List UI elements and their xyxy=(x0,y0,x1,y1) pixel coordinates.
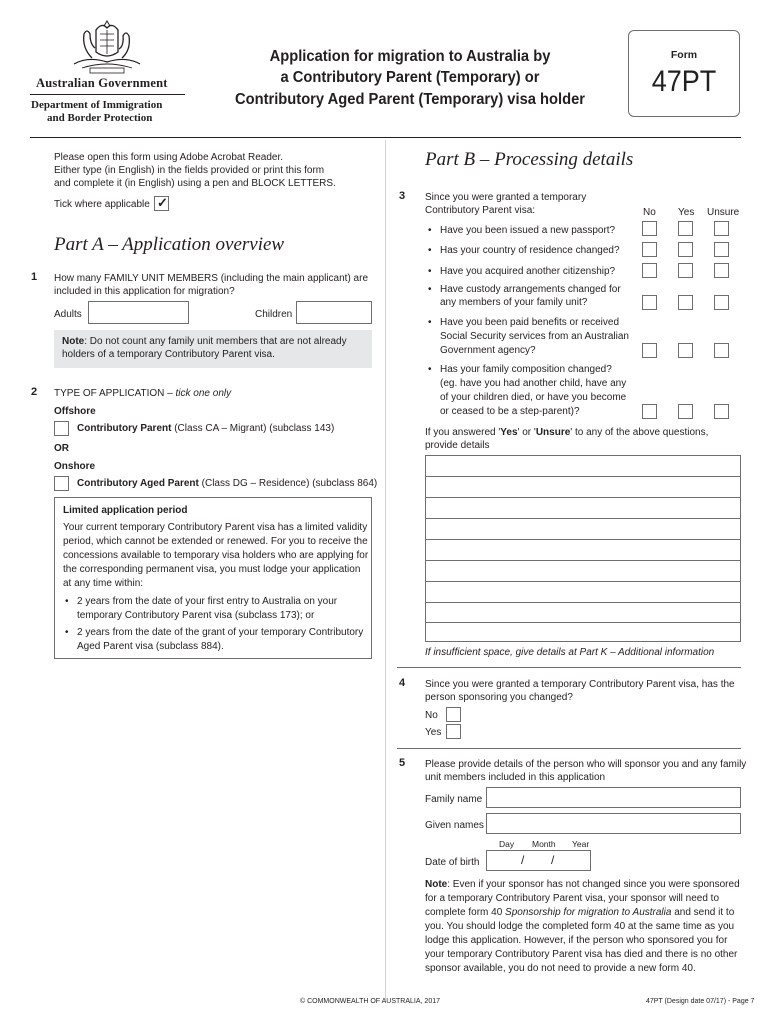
given-names-input[interactable] xyxy=(486,813,741,834)
details-line xyxy=(426,622,740,623)
q5-note-l2: for a temporary Contributory Parent visa, your sponsor will need to xyxy=(425,893,720,904)
limited-bullet2-a: • 2 years from the date of the grant of your temporary Contributory xyxy=(77,626,363,640)
q4-no-label: No xyxy=(425,710,438,721)
q3-item3: • Have you acquired another citizenship? xyxy=(440,265,615,279)
limited-bullet2-b: Aged Parent visa (subclass 884). xyxy=(77,641,224,652)
form-title-line3: Contributory Aged Parent (Temporary) visa holder xyxy=(234,91,586,108)
intro-line1: Please open this form using Adobe Acrobat Reader. xyxy=(54,152,284,163)
q3-item2-yes[interactable] xyxy=(678,242,693,257)
limited-p3: concessions available to temporary visa holders who are applying for xyxy=(63,550,369,561)
details-line xyxy=(426,560,740,561)
part-b-title: Part B – Processing details xyxy=(425,149,634,170)
follow-b: ' or ' xyxy=(517,427,536,438)
q3-lead1: Since you were granted a temporary xyxy=(425,192,587,203)
q1-number: 1 xyxy=(31,271,38,283)
q3-item6-yes[interactable] xyxy=(678,404,693,419)
footer-copyright: © COMMONWEALTH OF AUSTRALIA, 2017 xyxy=(300,998,440,1005)
q3-item3-yes[interactable] xyxy=(678,263,693,278)
q3-item3-no[interactable] xyxy=(642,263,657,278)
q5-note-l7: sponsor available, you do not need to provide a new form 40. xyxy=(425,963,696,974)
q3-item5-unsure[interactable] xyxy=(714,343,729,358)
q3-item4-no[interactable] xyxy=(642,295,657,310)
q3-item6-l3: of your children died, or have you become xyxy=(440,392,627,403)
q1-note-box xyxy=(54,330,372,368)
q4-yes-label: Yes xyxy=(425,727,442,738)
q3-item6-no[interactable] xyxy=(642,404,657,419)
limited-p4: the corresponding permanent visa, you must lodge your application xyxy=(63,564,361,575)
option1-bold: Contributory Parent xyxy=(77,423,172,434)
month-label: Month xyxy=(532,839,556,849)
right-rule-2 xyxy=(397,748,741,749)
q3-item3-unsure[interactable] xyxy=(714,263,729,278)
insufficient-space-note: If insufficient space, give details at Part K – Additional information xyxy=(425,647,715,658)
or-label: OR xyxy=(54,443,69,454)
adults-label: Adults xyxy=(54,309,82,320)
details-line xyxy=(426,581,740,582)
intro-line3: and complete it (in English) using a pen and BLOCK LETTERS. xyxy=(54,178,336,189)
q3-lead2: Contributory Parent visa: xyxy=(425,205,536,216)
q3-follow-line1 xyxy=(425,426,708,440)
day-label: Day xyxy=(499,839,515,849)
col-yes: Yes xyxy=(678,207,695,218)
q1-note-line1 xyxy=(62,335,347,349)
q1-note-line2: holders of a temporary Contributory Parent visa. xyxy=(62,349,275,360)
tick-example-box xyxy=(154,196,169,211)
q3-item5-l3: Government agency? xyxy=(440,345,536,356)
q5-note-text: : Even if your sponsor has not changed since you were sponsored xyxy=(447,879,740,890)
q3-item5-l2: Social Security services from an Australian xyxy=(440,331,629,342)
q3-item1-no[interactable] xyxy=(642,221,657,236)
q3-item2-no[interactable] xyxy=(642,242,657,257)
dob-sep-1: / xyxy=(521,853,525,867)
q4-line1: Since you were granted a temporary Contributory Parent visa, has the xyxy=(425,679,735,690)
q2-lead-italic: tick one only xyxy=(175,388,232,399)
q3-number: 3 xyxy=(399,190,406,202)
form-title-line1: Application for migration to Australia by xyxy=(269,48,551,65)
dept-line1: Department of Immigration xyxy=(31,99,163,111)
family-name-input[interactable] xyxy=(486,787,741,808)
follow-yes: Yes xyxy=(500,427,518,438)
dob-input[interactable] xyxy=(486,850,591,871)
q5-note-l6: your temporary Contributory Parent visa has died and there is no other xyxy=(425,949,738,960)
q3-item4-l1: • Have custody arrangements changed for xyxy=(440,283,621,297)
coat-of-arms-icon xyxy=(68,18,146,76)
limited-period-box xyxy=(54,497,372,659)
offshore-heading: Offshore xyxy=(54,406,96,417)
option1-rest: (Class CA – Migrant) (subclass 143) xyxy=(171,423,335,434)
q2-lead-text: TYPE OF APPLICATION – xyxy=(54,388,176,399)
q3-item1-yes[interactable] xyxy=(678,221,693,236)
limited-title: Limited application period xyxy=(63,505,188,516)
form-number: 47PT xyxy=(651,65,717,98)
q3-item4-l2: any members of your family unit? xyxy=(440,297,588,308)
q5-note-l5: lodge this application. However, if the person who sponsored you for xyxy=(425,935,728,946)
q3-item4-yes[interactable] xyxy=(678,295,693,310)
q3-item1-unsure[interactable] xyxy=(714,221,729,236)
contributory-parent-option xyxy=(77,422,334,436)
given-names-label: Given names xyxy=(425,820,484,831)
tick-where-applicable: Tick where applicable xyxy=(54,199,150,210)
family-name-label: Family name xyxy=(425,794,483,805)
q3-item2-unsure[interactable] xyxy=(714,242,729,257)
q2-number: 2 xyxy=(31,386,38,398)
q3-details-lines[interactable] xyxy=(425,455,741,642)
q3-item5-l1: • Have you been paid benefits or received xyxy=(440,316,619,330)
form-title-line2: a Contributory Parent (Temporary) or xyxy=(280,69,540,86)
contributory-aged-parent-option xyxy=(77,477,377,491)
q1-line2: included in this application for migration? xyxy=(54,286,235,297)
option2-rest: (Class DG – Residence) (subclass 864) xyxy=(198,478,378,489)
q5-note-l4: you. You should lodge the completed form 40 at the same time as you xyxy=(425,921,735,932)
q5-n3a: complete form 40 xyxy=(425,907,506,918)
q3-item6-l4: or ceased to be a step-parent)? xyxy=(440,406,580,417)
gov-divider xyxy=(30,94,185,95)
q4-no-checkbox[interactable] xyxy=(446,707,461,722)
details-line xyxy=(426,497,740,498)
q1-line1: How many FAMILY UNIT MEMBERS (including the main applicant) are xyxy=(54,273,369,284)
children-label: Children xyxy=(255,309,293,320)
follow-a: If you answered ' xyxy=(425,427,501,438)
limited-p1: Your current temporary Contributory Parent visa has a limited validity xyxy=(63,522,368,533)
limited-p2: period, which cannot be extended or renewed. For you to receive the xyxy=(63,536,368,547)
tick-check-icon: ✓ xyxy=(157,195,168,210)
q2-lead xyxy=(54,387,231,401)
q3-item2: • Has your country of residence changed? xyxy=(440,244,620,258)
q3-item4-unsure[interactable] xyxy=(714,295,729,310)
dept-line2: and Border Protection xyxy=(47,112,153,124)
intro-line2: Either type (in English) in the fields provided or print this form xyxy=(54,165,325,176)
note-text: : Do not count any family unit members that are not already xyxy=(84,336,347,347)
footer-page: 47PT (Design date 07/17) - Page 7 xyxy=(646,998,755,1005)
note-label: Note xyxy=(62,336,85,347)
details-line xyxy=(426,539,740,540)
dob-sep-2: / xyxy=(551,853,555,867)
q3-item5-yes[interactable] xyxy=(678,343,693,358)
right-rule xyxy=(397,667,741,668)
q5-note-l1 xyxy=(425,878,740,892)
contributory-parent-checkbox[interactable] xyxy=(54,421,69,436)
q5-line2: unit members included in this application xyxy=(425,772,606,783)
q3-item6-unsure[interactable] xyxy=(714,404,729,419)
q3-item6-l2: (eg. have you had another child, have any xyxy=(440,378,627,389)
col-unsure: Unsure xyxy=(707,207,740,218)
follow-unsure: Unsure xyxy=(535,427,571,438)
limited-bullet1-b: temporary Contributory Parent visa (subclass 173); or xyxy=(77,610,315,621)
details-line xyxy=(426,476,740,477)
contributory-aged-parent-checkbox[interactable] xyxy=(54,476,69,491)
follow-c: ' to any of the above questions, xyxy=(570,427,709,438)
q3-item6-l1: • Has your family composition changed? xyxy=(440,363,612,377)
q4-yes-checkbox[interactable] xyxy=(446,724,461,739)
header-rule xyxy=(30,137,741,138)
option2-bold: Contributory Aged Parent xyxy=(77,478,199,489)
details-line xyxy=(426,602,740,603)
adults-input[interactable] xyxy=(88,301,189,324)
form-label: Form xyxy=(670,49,698,61)
q3-item5-no[interactable] xyxy=(642,343,657,358)
q5-n3i: Sponsorship for migration to Australia xyxy=(505,907,672,918)
q5-note-l3 xyxy=(425,906,734,920)
col-no: No xyxy=(643,207,656,218)
q4-line2: person sponsoring you changed? xyxy=(425,692,573,703)
form-number-box xyxy=(628,30,740,117)
children-input[interactable] xyxy=(296,301,372,324)
gov-name: Australian Government xyxy=(36,76,168,90)
q5-line1: Please provide details of the person who will sponsor you and any family xyxy=(425,759,747,770)
limited-bullet1-a: • 2 years from the date of your first entry to Australia on your xyxy=(77,595,337,609)
column-divider xyxy=(385,140,386,1000)
details-line xyxy=(426,518,740,519)
q3-follow-line2: provide details xyxy=(425,440,490,451)
q3-item1: • Have you been issued a new passport? xyxy=(440,224,615,238)
q5-note-label: Note xyxy=(425,879,448,890)
limited-p5: at any time within: xyxy=(63,578,144,589)
q4-number: 4 xyxy=(399,677,406,689)
q5-number: 5 xyxy=(399,757,406,769)
part-a-title: Part A – Application overview xyxy=(54,234,285,255)
q5-n3b: and send it to xyxy=(671,907,735,918)
year-label: Year xyxy=(572,839,590,849)
dob-label: Date of birth xyxy=(425,857,480,868)
onshore-heading: Onshore xyxy=(54,461,96,472)
